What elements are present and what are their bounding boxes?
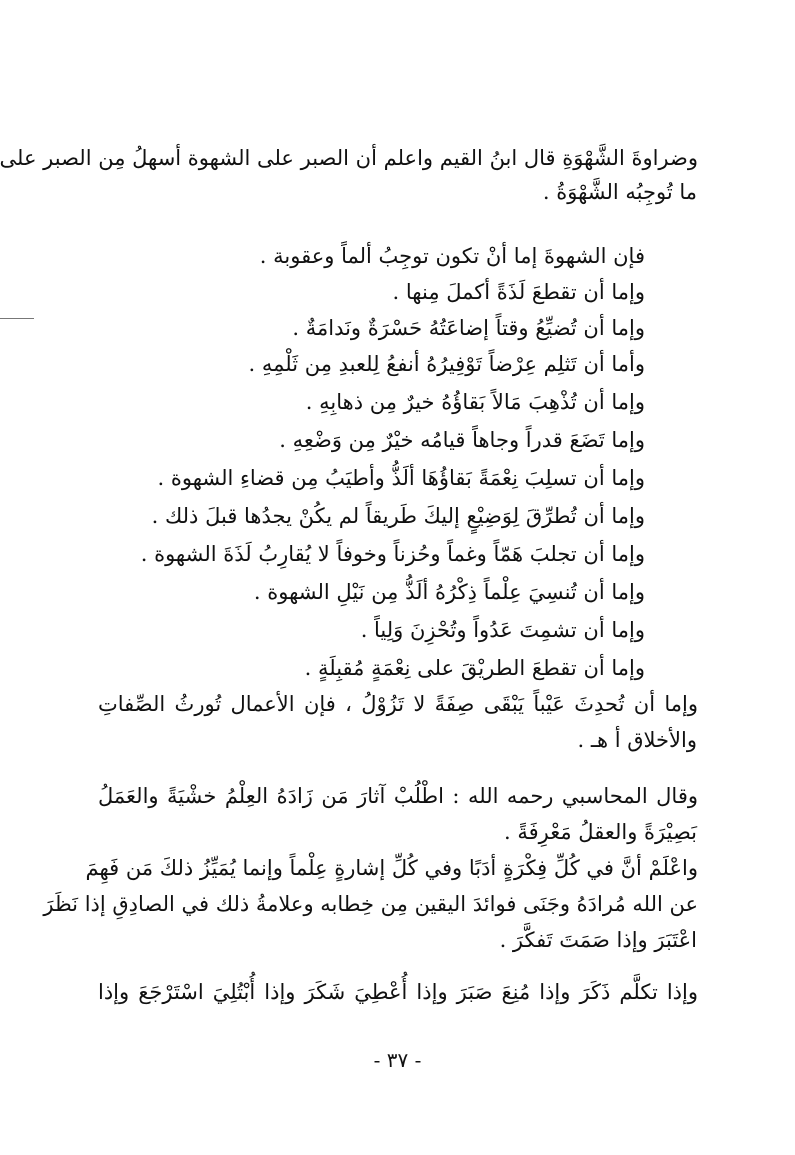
text-line: ما تُوجِبُه الشَّهْوَةُ . [542,180,697,204]
text-line: وإما أن تُحدِثَ عَيْباً يَبْقَى صِفَةً لا تَزُوْلُ ، فإن الأعمال تُورثُ الصِّفاتِ [98,692,698,716]
margin-mark [0,318,34,319]
text-line: وإما أن تُنسِيَ عِلْماً ذِكْرُهُ ألَذُّ مِن نَيْلِ الشهوة . [253,580,645,604]
text-line: وإما أن تجلبَ هَمّاً وغماً وحُزناً وخوفاً لا يُقارِبُ لَذَةَ الشهوة . [140,542,645,566]
text-line: عن الله مُرادَهُ وجَنَى فوائدَ اليقين مِن خِطابه وعلامةُ ذلك في الصادِقِ إذا نَظَرَ [43,892,698,916]
text-line: واعْلَمْ أنَّ في كُلِّ فِكْرَةٍ أدَبًا وفي كُلِّ إشارةٍ عِلْماً وإنما يُمَيِّزُ ذلكَ مَن فَهِمَ [85,856,698,880]
text-line: وأما أن تَثلِم عِرْضاً تَوْفِيرُهُ أنفعُ لِلعبدِ مِن ثَلْمِهِ . [248,352,645,376]
page-number: - ٣٧ - [373,1048,422,1072]
text-line: بَصِيْرَةً والعقلُ مَعْرِفَةً . [504,820,697,844]
text-line: وقال المحاسبي رحمه الله : اطْلُبْ آثارَ مَن زَادَهُ العِلْمُ خشْيَةً والعَمَلُ [98,784,698,808]
text-line: وإما أن تُطرِّقَ لِوَضِيْعٍ إليكَ طَريقاً لم يكُنْ يجدُها قبلَ ذلك . [151,504,645,528]
text-line: وإما تَضَعَ قدراً وجاهاً قيامُه خيْرٌ مِن وَضْعِهِ . [279,428,645,452]
text-line: فإن الشهوةَ إما أنْ تكون توجِبُ ألماً وعقوبة . [259,244,645,268]
text-line: وإما أن تقطعَ لَذَةً أكملَ مِنها . [392,280,645,304]
text-line: وإما أن تسلِبَ نِعْمَةً بَقاؤُهَا ألَذُّ وأطيَبُ مِن قضاءِ الشهوة . [157,466,645,490]
text-line: والأخلاق أ هـ . [577,728,697,752]
text-line: وإما أن تقطعَ الطريْقَ على نِعْمَةٍ مُقبِلَةٍ . [304,656,645,680]
text-line: وإما أن تشمِتَ عَدُواً وتُحْزِنَ وَلِياً . [360,618,645,642]
text-line: وضراوةَ الشَّهْوَةِ قال ابنُ القيم واعلم أن الصبر على الشهوة أسهلُ مِن الصبر على [0,146,698,170]
text-line: اعْتَبَرَ وإذا صَمَتَ تَفكَّرَ . [499,928,697,952]
text-line: وإما أن تُذْهِبَ مَالاً بَقاؤُهُ خيرٌ مِن ذهابِهِ . [305,390,645,414]
text-line: وإما أن تُضيِّعُ وقتاً إضاعَتُهُ حَسْرَةٌ ونَدامَةٌ . [292,316,645,340]
text-line: وإذا تكلَّم ذَكَرَ وإذا مُنِعَ صَبَرَ وإذا أُعْطِيَ شَكَرَ وإذا أُبْتُلِيَ اسْتَرْجَعَ وإذا [98,980,698,1004]
